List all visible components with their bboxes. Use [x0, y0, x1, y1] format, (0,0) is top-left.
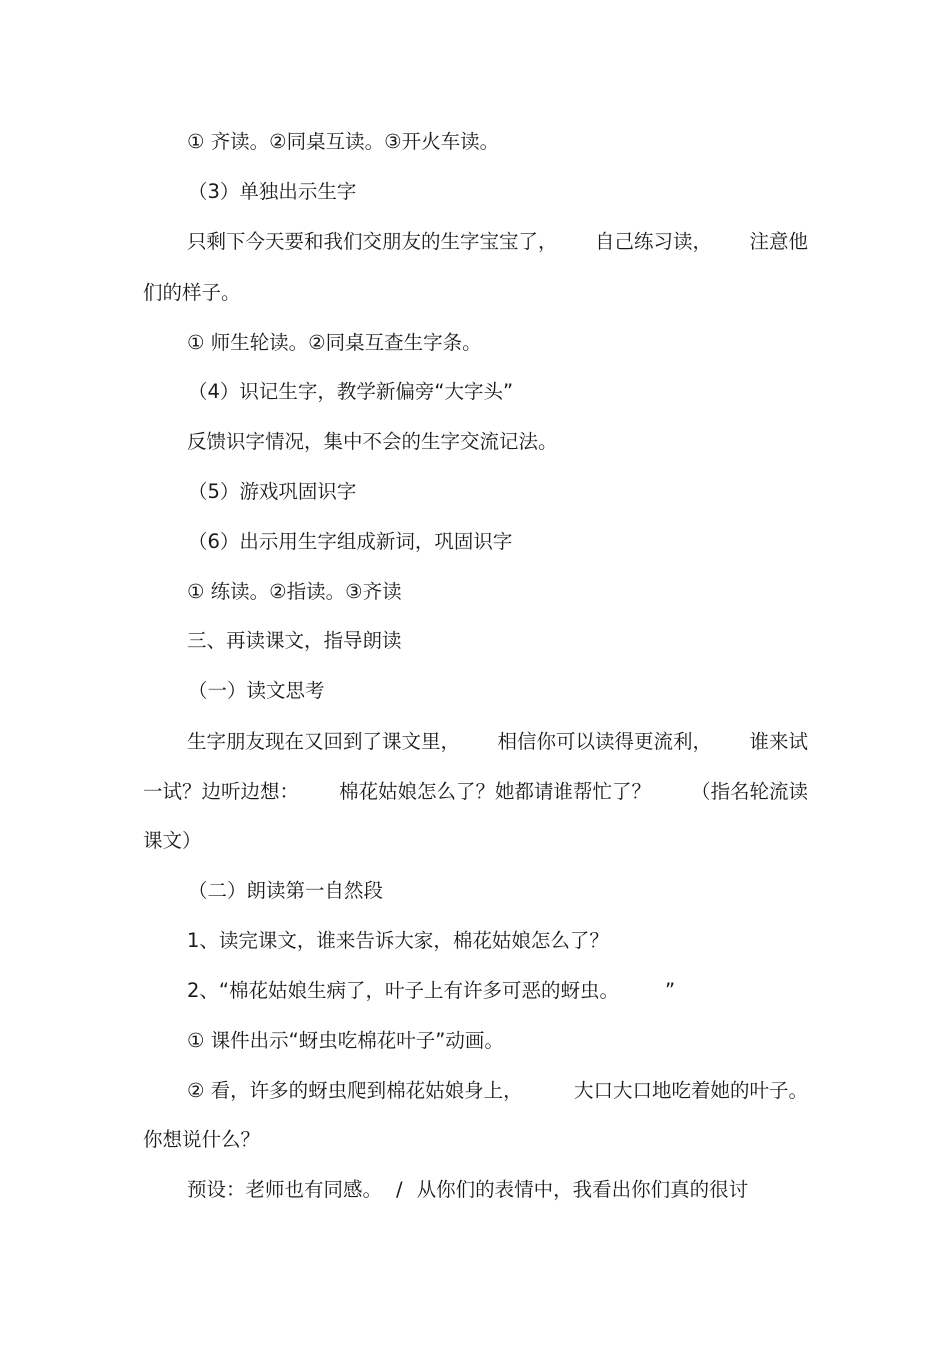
text-line-19: ① 课件出示“蚜虫吃棉花叶子”动画。	[187, 1029, 504, 1052]
text-segment: ② 看，许多的蚜虫爬到棉花姑娘身上，	[187, 1079, 523, 1102]
text-segment: 谁来试	[749, 730, 808, 753]
text-line-8: （5）游戏巩固识字	[188, 480, 357, 503]
text-segment: 一试？边听边想：	[143, 780, 300, 803]
text-line-6: （4）识记生字，教学新偏旁“大字头”	[188, 380, 514, 403]
text-line-1: ① 齐读。②同桌互读。③开火车读。	[187, 130, 500, 153]
text-segment: 棉花姑娘怎么了？她都请谁帮忙了？	[338, 780, 651, 803]
text-line-12: （一）读文思考	[188, 679, 325, 702]
text-segment: 2、“棉花姑娘生病了，叶子上有许多可恶的蚜虫。	[187, 979, 620, 1002]
text-line-18	[187, 977, 808, 1005]
text-line-10: ① 练读。②指读。③齐读	[187, 580, 402, 603]
text-segment: 自己练习读，	[594, 230, 712, 253]
text-line-5: ① 师生轮读。②同桌互查生字条。	[187, 331, 482, 354]
text-segment: ”	[665, 979, 676, 1002]
text-line-11: 三、再读课文，指导朗读	[187, 629, 402, 652]
text-segment: 从你们的表情中，我看出你们真的很讨	[416, 1178, 749, 1201]
text-segment: 只剩下今天要和我们交朋友的生字宝宝了，	[187, 230, 558, 253]
text-line-16: （二）朗读第一自然段	[188, 879, 384, 902]
text-line-14	[143, 778, 808, 806]
text-line-15: 课文）	[143, 829, 202, 852]
text-segment: /	[396, 1178, 403, 1201]
text-line-13	[187, 728, 808, 756]
text-line-3	[187, 228, 808, 256]
text-segment: 预设：老师也有同感。	[187, 1178, 383, 1201]
text-line-7: 反馈识字情况，集中不会的生字交流记法。	[187, 430, 558, 453]
text-segment: 相信你可以读得更流利，	[497, 730, 712, 753]
text-segment: 大口大口地吃着她的叶子。	[573, 1079, 808, 1102]
text-line-2: （3）单独出示生字	[188, 180, 357, 203]
text-line-9: （6）出示用生字组成新词，巩固识字	[188, 530, 513, 553]
text-segment: 生字朋友现在又回到了课文里，	[187, 730, 461, 753]
text-line-22	[187, 1176, 808, 1204]
text-line-21: 你想说什么？	[143, 1128, 261, 1151]
text-line-17: 1、读完课文，谁来告诉大家，棉花姑娘怎么了？	[187, 929, 609, 952]
text-line-4: 们的样子。	[143, 281, 241, 304]
text-segment: 注意他	[749, 230, 808, 253]
text-line-20	[187, 1077, 808, 1105]
text-segment: （指名轮流读	[690, 780, 808, 803]
